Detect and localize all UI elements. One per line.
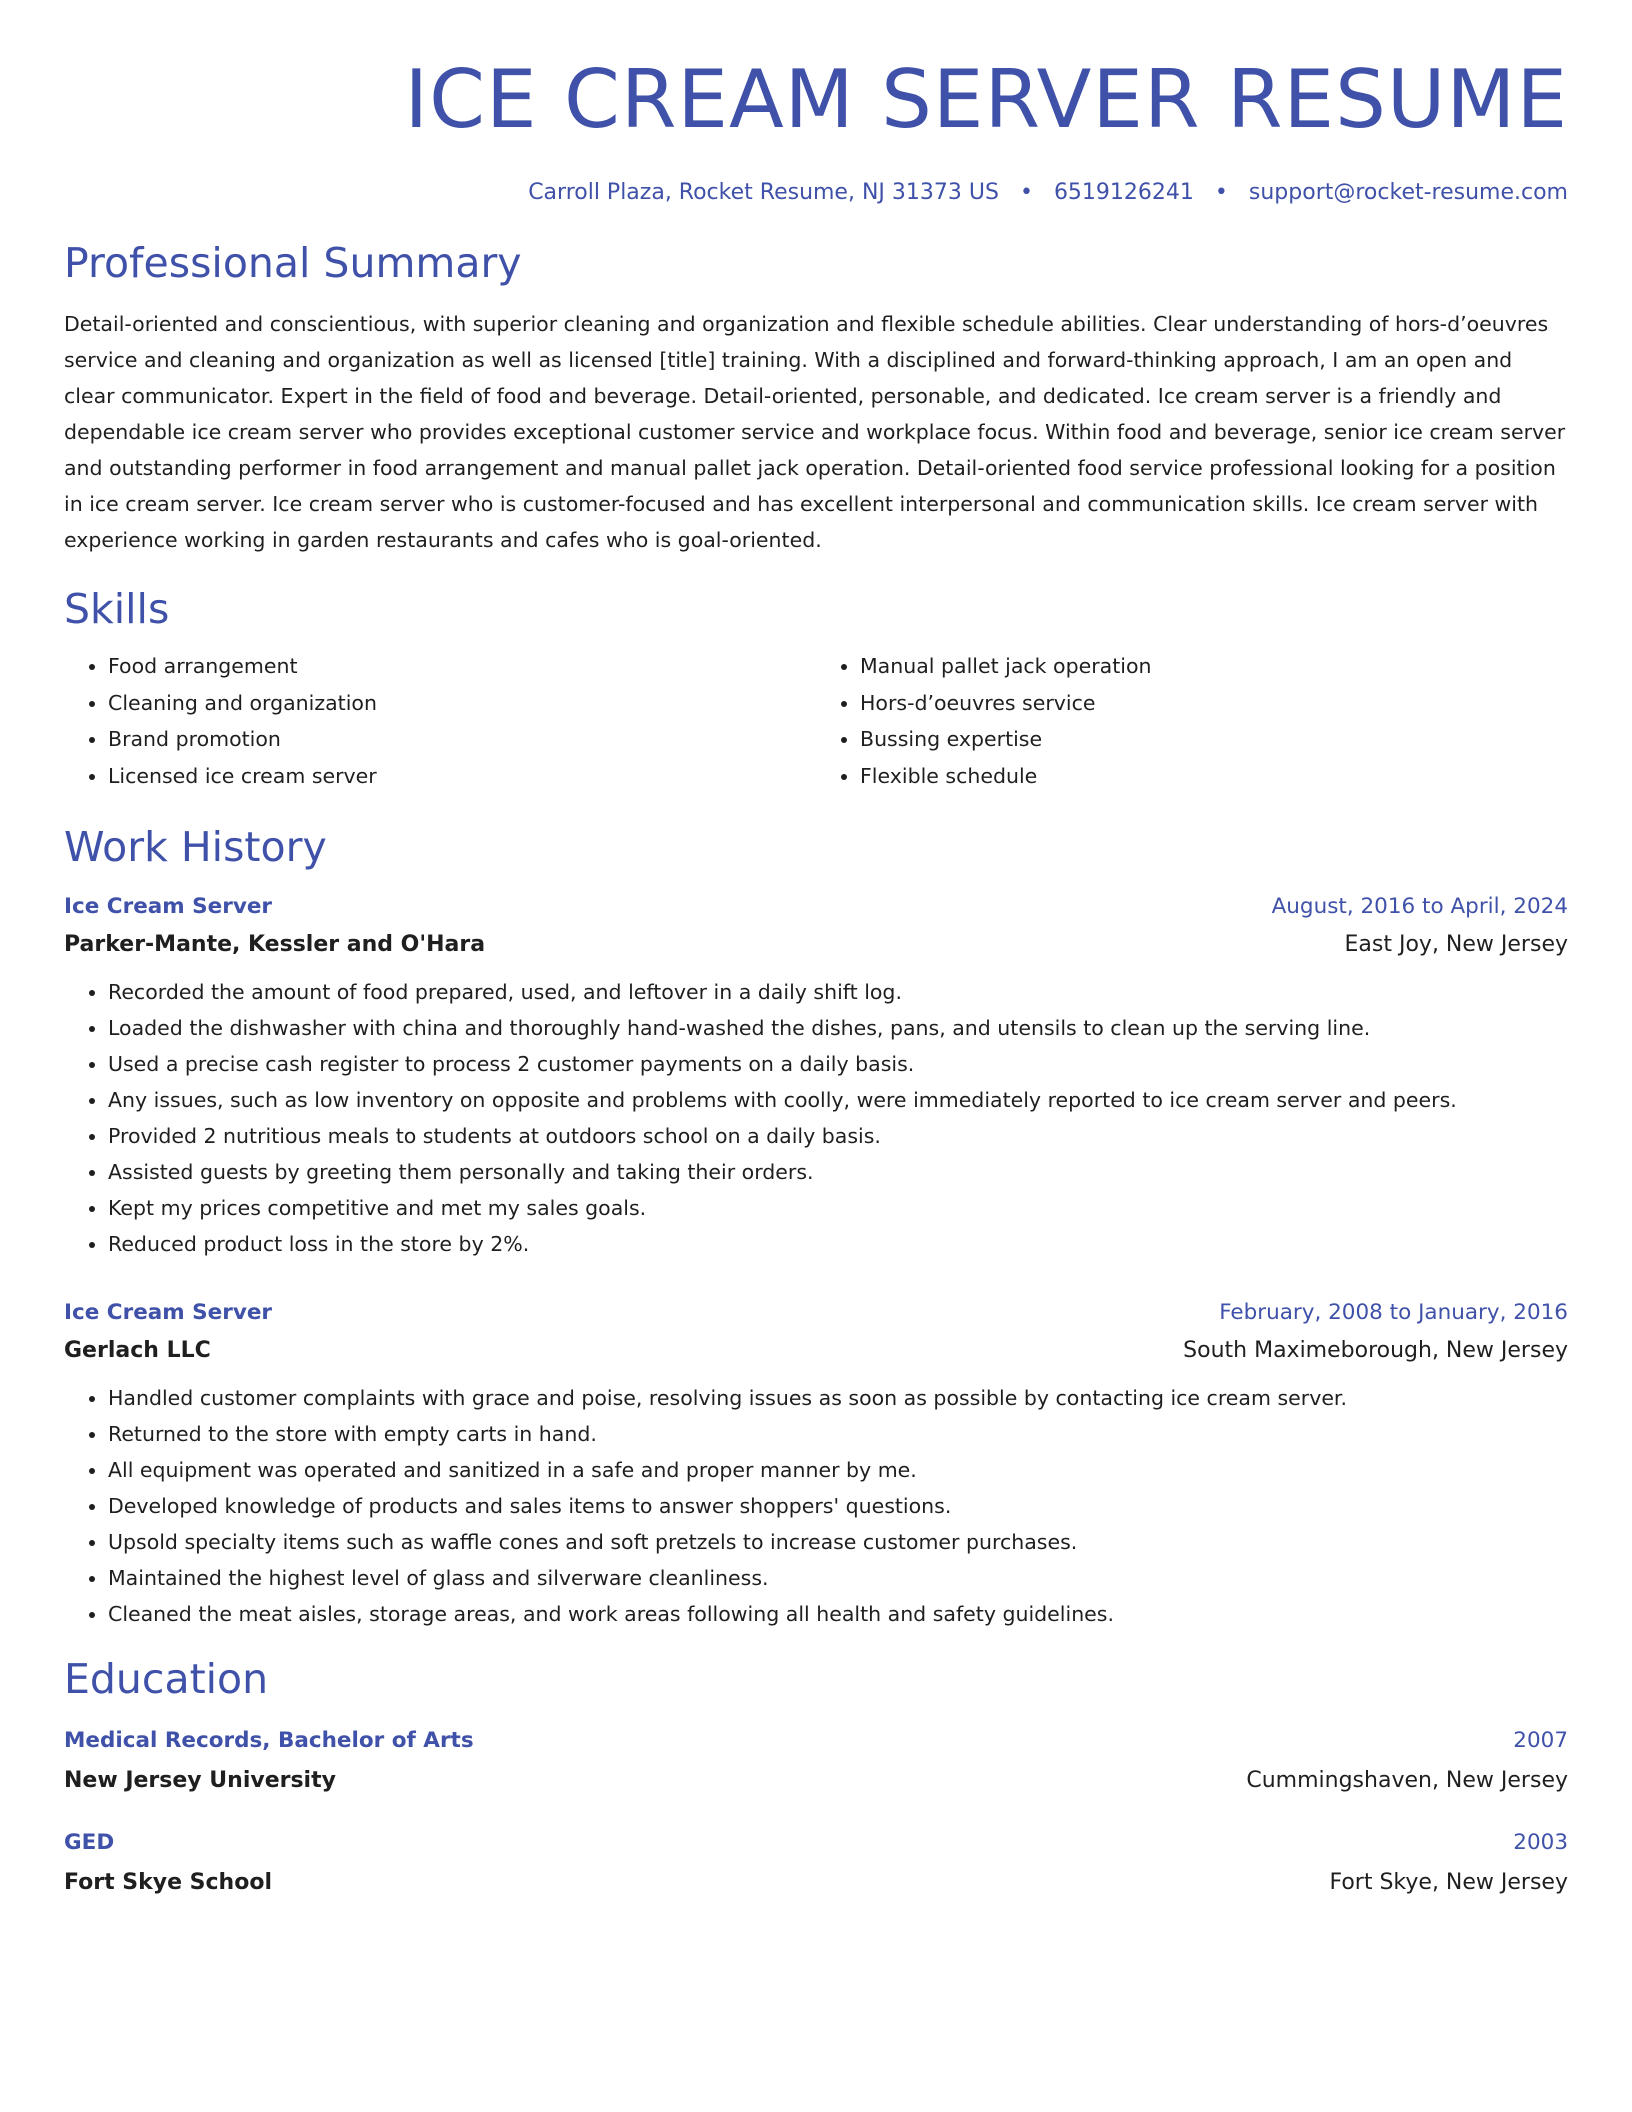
job-bullet: • Maintained the highest level of glass and silverware cleanliness. [108,1560,1568,1596]
skills-heading: Skills [64,585,170,633]
skill-item: • Brand promotion [108,721,816,758]
job-bullet: • Recorded the amount of food prepared, used, and leftover in a daily shift log. [108,974,1568,1010]
job-company: Parker-Mante, Kessler and O'Hara [64,932,486,957]
education-subheader [64,1868,1568,1898]
skills-column-right [816,648,1568,794]
work-history-heading: Work History [64,823,327,871]
contact-separator: • [1019,180,1033,205]
job-subheader [64,930,1568,960]
job-role: Ice Cream Server [64,894,273,919]
job-bullet: • Any issues, such as low inventory on opposite and problems with coolly, were immediately reported to ice cream server and peers. [108,1082,1568,1118]
resume-title: ICE CREAM SERVER RESUME [404,53,1568,146]
contact-address: Carroll Plaza, Rocket Resume, NJ 31373 US [528,180,999,205]
education-entry [64,1828,1568,1898]
skill-item: • Flexible schedule [860,758,1568,795]
skill-item: • Bussing expertise [860,721,1568,758]
job-bullet: • Provided 2 nutritious meals to students at outdoors school on a daily basis. [108,1118,1568,1154]
skills-list [64,648,1568,794]
job-role: Ice Cream Server [64,1300,273,1325]
job-bullet: • Returned to the store with empty carts in hand. [108,1416,1568,1452]
contact-line [64,178,1568,208]
job-bullet: • Cleaned the meat aisles, storage areas, and work areas following all health and safety guidelines. [108,1596,1568,1632]
job-dates: February, 2008 to January, 2016 [1219,1300,1568,1325]
job-bullet: • Reduced product loss in the store by 2%. [108,1226,1568,1262]
education-year: 2003 [1513,1830,1568,1855]
education-school: New Jersey University [64,1768,336,1793]
job-location: South Maximeborough, New Jersey [1183,1338,1568,1363]
job-subheader [64,1336,1568,1366]
skill-item: • Manual pallet jack operation [860,648,1568,685]
skill-item: • Cleaning and organization [108,685,816,722]
summary-text: Detail-oriented and conscientious, with superior cleaning and organization and flexible schedule abilities. Clear understanding of hors-d’oeuvres service and cleaning and organization as well as licensed [title] training. With a disciplined and forward-thinking approach, I am an open and clear communicator. Expert in the field of food and beverage. Detail-oriented, personable, and dedicated. Ice cream server is a friendly and dependable ice cream server who provides exceptional customer service and workplace focus. Within food and beverage, senior ice cream server and outstanding performer in food arrangement and manual pallet jack operation. Detail-oriented food service professional looking for a position in ice cream server. Ice cream server who is customer-focused and has excellent interpersonal and communication skills. Ice cream server with experience working in garden restaurants and cafes who is goal-oriented. [64,312,1566,552]
education-heading: Education [64,1655,269,1703]
education-entry [64,1726,1568,1796]
job-bullet: • Developed knowledge of products and sales items to answer shoppers' questions. [108,1488,1568,1524]
education-header [64,1828,1568,1858]
education-degree: GED [64,1830,115,1855]
education-location: Cummingshaven, New Jersey [1246,1768,1568,1793]
summary-heading: Professional Summary [64,239,522,287]
job-dates: August, 2016 to April, 2024 [1271,894,1568,919]
skill-item: • Licensed ice cream server [108,758,816,795]
job-bullet: • Used a precise cash register to process 2 customer payments on a daily basis. [108,1046,1568,1082]
education-header [64,1726,1568,1756]
job-bullet: • Handled customer complaints with grace and poise, resolving issues as soon as possible by contacting ice cream server. [108,1380,1568,1416]
education-school: Fort Skye School [64,1870,272,1895]
job-location: East Joy, New Jersey [1344,932,1568,957]
job-entry [64,1298,1568,1632]
education-year: 2007 [1513,1728,1568,1753]
job-header [64,1298,1568,1328]
job-bullet: • All equipment was operated and sanitized in a safe and proper manner by me. [108,1452,1568,1488]
contact-phone: 6519126241 [1053,180,1194,205]
job-bullet: • Upsold specialty items such as waffle cones and soft pretzels to increase customer purchases. [108,1524,1568,1560]
contact-separator: • [1214,180,1228,205]
job-bullet: • Loaded the dishwasher with china and thoroughly hand-washed the dishes, pans, and utensils to clean up the serving line. [108,1010,1568,1046]
skill-item: • Food arrangement [108,648,816,685]
contact-email: support@rocket-resume.com [1248,180,1568,205]
skill-item: • Hors-d’oeuvres service [860,685,1568,722]
job-bullets [64,974,1568,1262]
job-entry [64,892,1568,1262]
skills-column-left [64,648,816,794]
job-bullet: • Assisted guests by greeting them personally and taking their orders. [108,1154,1568,1190]
education-degree: Medical Records, Bachelor of Arts [64,1728,474,1753]
job-header [64,892,1568,922]
job-bullet: • Kept my prices competitive and met my sales goals. [108,1190,1568,1226]
job-company: Gerlach LLC [64,1338,211,1363]
education-location: Fort Skye, New Jersey [1329,1870,1568,1895]
education-subheader [64,1766,1568,1796]
job-bullets [64,1380,1568,1632]
